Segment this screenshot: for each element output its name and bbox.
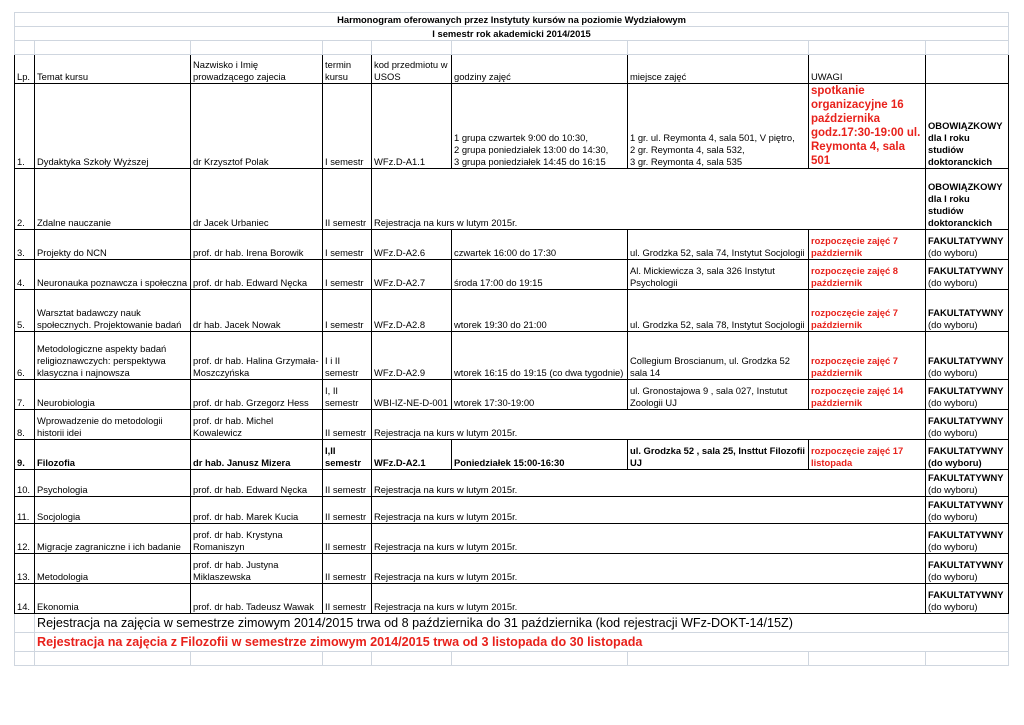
row-topic: Psychologia: [35, 470, 191, 497]
row-status: OBOWIĄZKOWY dla I roku studiów doktoranckich: [926, 169, 1009, 230]
row-hours: czwartek 16:00 do 17:30: [452, 230, 628, 260]
row-notes: rozpoczęcie zajęć 7 październik: [809, 332, 926, 380]
row-hours: środa 17:00 do 19:15: [452, 260, 628, 290]
table-row: [15, 169, 1009, 230]
row-teacher: prof. dr hab. Marek Kucia: [191, 497, 323, 524]
row-teacher: prof. dr hab. Grzegorz Hess: [191, 380, 323, 410]
row-teacher: prof. dr hab. Justyna Miklaszewska: [191, 554, 323, 584]
row-term: I, II semestr: [323, 380, 372, 410]
table-row: [15, 524, 1009, 554]
row-place: ul. Gronostajowa 9 , sala 027, Instutut Zoologii UJ: [628, 380, 809, 410]
row-place: ul. Grodzka 52, sala 74, Instytut Socjologii: [628, 230, 809, 260]
row-term: I i II semestr: [323, 332, 372, 380]
row-topic: Warsztat badawczy nauk społecznych. Projektowanie badań: [35, 290, 191, 332]
row-code: WFz.D-A2.6: [372, 230, 452, 260]
row-topic: Metodologia: [35, 554, 191, 584]
table-row: [15, 290, 1009, 332]
row-teacher: prof. dr hab. Edward Nęcka: [191, 470, 323, 497]
row-teacher: dr hab. Janusz Mizera: [191, 440, 323, 470]
row-status: FAKULTATYWNY (do wyboru): [926, 410, 1009, 440]
row-code: WFz.D-A2.7: [372, 260, 452, 290]
row-code: WBI-IZ-NE-D-001: [372, 380, 452, 410]
row-topic: Dydaktyka Szkoły Wyższej: [35, 84, 191, 169]
col-code: kod przedmiotu w USOS: [372, 55, 452, 84]
row-teacher: prof. dr hab. Halina Grzymała-Moszczyńska: [191, 332, 323, 380]
col-status: [926, 55, 1009, 84]
row-lp: 9.: [15, 440, 35, 470]
row-lp: 3.: [15, 230, 35, 260]
row-status: OBOWIĄZKOWY dla I roku studiów doktoranckich: [926, 84, 1009, 169]
row-status: FAKULTATYWNY (do wyboru): [926, 554, 1009, 584]
row-term: II semestr: [323, 497, 372, 524]
schedule-table: [14, 12, 1009, 666]
row-place: Al. Mickiewicza 3, sala 326 Instytut Psychologii: [628, 260, 809, 290]
row-status: FAKULTATYWNY (do wyboru): [926, 332, 1009, 380]
row-lp: 6.: [15, 332, 35, 380]
header-row: [15, 55, 1009, 84]
row-registration: Rejestracja na kurs w lutym 2015r.: [372, 554, 926, 584]
row-lp: 7.: [15, 380, 35, 410]
row-hours: wtorek 17:30-19:00: [452, 380, 628, 410]
sheet-subtitle: I semestr rok akademicki 2014/2015: [15, 27, 1009, 41]
row-term: I semestr: [323, 290, 372, 332]
row-lp: 2.: [15, 169, 35, 230]
row-lp: 5.: [15, 290, 35, 332]
row-notes: rozpoczęcie zajęć 7 październik: [809, 230, 926, 260]
row-lp: 11.: [15, 497, 35, 524]
sheet-title: Harmonogram oferowanych przez Instytuty kursów na poziomie Wydziałowym: [15, 13, 1009, 27]
row-hours: Poniedziałek 15:00-16:30: [452, 440, 628, 470]
table-row: [15, 410, 1009, 440]
row-term: II semestr: [323, 554, 372, 584]
row-code: WFz.D-A2.9: [372, 332, 452, 380]
row-place: ul. Grodzka 52 , sala 25, Insttut Filozofii UJ: [628, 440, 809, 470]
col-teacher: Nazwisko i Imię prowadzącego zajecia: [191, 55, 323, 84]
row-teacher: dr Jacek Urbaniec: [191, 169, 323, 230]
table-row: [15, 84, 1009, 169]
row-hours: wtorek 19:30 do 21:00: [452, 290, 628, 332]
row-teacher: prof. dr hab. Tadeusz Wawak: [191, 584, 323, 614]
row-topic: Ekonomia: [35, 584, 191, 614]
col-notes: UWAGI: [809, 55, 926, 84]
row-lp: 14.: [15, 584, 35, 614]
row-hours: 1 grupa czwartek 9:00 do 10:30, 2 grupa poniedziałek 13:00 do 14:30, 3 grupa poniedziałek 14:45 do 16:15: [452, 84, 628, 169]
row-notes: spotkanie organizacyjne 16 października godz.17:30-19:00 ul. Reymonta 4, sala 501: [809, 84, 926, 169]
row-notes: rozpoczęcie zajęć 14 październik: [809, 380, 926, 410]
row-teacher: prof. dr hab. Irena Borowik: [191, 230, 323, 260]
table-row: [15, 497, 1009, 524]
col-term: termin kursu: [323, 55, 372, 84]
row-lp: 10.: [15, 470, 35, 497]
row-term: I,II semestr: [323, 440, 372, 470]
row-lp: 8.: [15, 410, 35, 440]
row-registration: Rejestracja na kurs w lutym 2015r.: [372, 524, 926, 554]
table-row: [15, 230, 1009, 260]
row-notes: rozpoczęcie zajęć 8 październik: [809, 260, 926, 290]
row-topic: Neurobiologia: [35, 380, 191, 410]
row-term: II semestr: [323, 169, 372, 230]
row-hours: wtorek 16:15 do 19:15 (co dwa tygodnie): [452, 332, 628, 380]
row-term: II semestr: [323, 410, 372, 440]
row-term: II semestr: [323, 584, 372, 614]
row-notes: rozpoczęcie zajęć 7 październik: [809, 290, 926, 332]
row-registration: Rejestracja na kurs w lutym 2015r.: [372, 584, 926, 614]
row-lp: 1.: [15, 84, 35, 169]
row-topic: Filozofia: [35, 440, 191, 470]
footer-registration-note: Rejestracja na zajęcia w semestrze zimowym 2014/2015 trwa od 8 października do 31 października (kod rejestracji WFz-DOKT-14/15Z): [35, 614, 1009, 633]
row-lp: 4.: [15, 260, 35, 290]
row-topic: Projekty do NCN: [35, 230, 191, 260]
table-row: [15, 380, 1009, 410]
row-topic: Socjologia: [35, 497, 191, 524]
table-row: [15, 440, 1009, 470]
row-teacher: prof. dr hab. Edward Nęcka: [191, 260, 323, 290]
row-status: FAKULTATYWNY (do wyboru): [926, 440, 1009, 470]
row-notes: rozpoczęcie zajęć 17 listopada: [809, 440, 926, 470]
row-term: II semestr: [323, 470, 372, 497]
row-teacher: prof. dr hab. Krystyna Romaniszyn: [191, 524, 323, 554]
table-row: [15, 260, 1009, 290]
row-code: WFz.D-A2.1: [372, 440, 452, 470]
row-term: I semestr: [323, 84, 372, 169]
row-status: FAKULTATYWNY (do wyboru): [926, 524, 1009, 554]
row-teacher: dr Krzysztof Polak: [191, 84, 323, 169]
col-topic: Temat kursu: [35, 55, 191, 84]
row-topic: Wprowadzenie do metodologii historii idei: [35, 410, 191, 440]
row-place: ul. Grodzka 52, sala 78, Instytut Socjologii: [628, 290, 809, 332]
table-row: [15, 332, 1009, 380]
spreadsheet: [14, 12, 1008, 666]
row-registration: Rejestracja na kurs w lutym 2015r.: [372, 169, 926, 230]
row-status: FAKULTATYWNY (do wyboru): [926, 470, 1009, 497]
table-row: [15, 470, 1009, 497]
row-registration: Rejestracja na kurs w lutym 2015r.: [372, 497, 926, 524]
row-topic: Zdalne nauczanie: [35, 169, 191, 230]
row-registration: Rejestracja na kurs w lutym 2015r.: [372, 410, 926, 440]
row-teacher: prof. dr hab. Michel Kowalewicz: [191, 410, 323, 440]
row-lp: 13.: [15, 554, 35, 584]
row-term: II semestr: [323, 524, 372, 554]
row-term: I semestr: [323, 230, 372, 260]
row-place: Collegium Broscianum, ul. Grodzka 52 sala 14: [628, 332, 809, 380]
row-teacher: dr hab. Jacek Nowak: [191, 290, 323, 332]
row-status: FAKULTATYWNY (do wyboru): [926, 230, 1009, 260]
row-status: FAKULTATYWNY (do wyboru): [926, 584, 1009, 614]
row-lp: 12.: [15, 524, 35, 554]
table-row: [15, 584, 1009, 614]
table-row: [15, 554, 1009, 584]
row-status: FAKULTATYWNY (do wyboru): [926, 260, 1009, 290]
col-lp: Lp.: [15, 55, 35, 84]
col-hours: godziny zajęć: [452, 55, 628, 84]
row-topic: Metodologiczne aspekty badań religioznawczych: perspektywa klasyczna i najnowsza: [35, 332, 191, 380]
row-status: FAKULTATYWNY (do wyboru): [926, 380, 1009, 410]
col-place: miejsce zajęć: [628, 55, 809, 84]
row-status: FAKULTATYWNY (do wyboru): [926, 290, 1009, 332]
footer-philosophy-note: Rejestracja na zajęcia z Filozofii w semestrze zimowym 2014/2015 trwa od 3 listopada do 30 listopada: [35, 633, 1009, 652]
row-status: FAKULTATYWNY (do wyboru): [926, 497, 1009, 524]
row-code: WFz.D-A1.1: [372, 84, 452, 169]
row-topic: Migracje zagraniczne i ich badanie: [35, 524, 191, 554]
row-registration: Rejestracja na kurs w lutym 2015r.: [372, 470, 926, 497]
row-code: WFz.D-A2.8: [372, 290, 452, 332]
row-place: 1 gr. ul. Reymonta 4, sala 501, V piętro, 2 gr. Reymonta 4, sala 532, 3 gr. Reymonta 4, sala 535: [628, 84, 809, 169]
row-topic: Neuronauka poznawcza i społeczna: [35, 260, 191, 290]
table-body: [15, 84, 1009, 614]
row-term: I semestr: [323, 260, 372, 290]
